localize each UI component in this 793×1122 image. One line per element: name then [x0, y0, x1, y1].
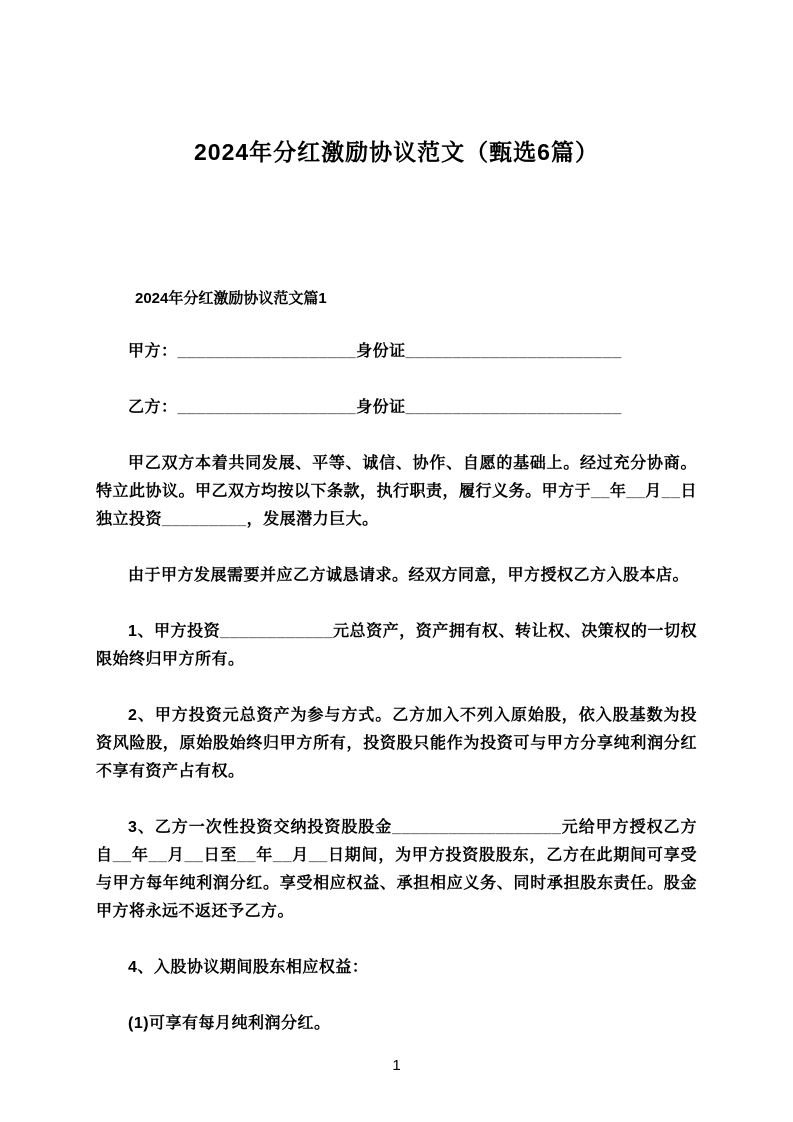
paragraph-clause-4-item-1: (1)可享有每月纯利润分红。 — [128, 1015, 331, 1032]
page-number: 1 — [392, 1057, 401, 1074]
paragraph-clause-2: 2、甲方投资元总资产为参与方式。乙方加入不列入原始股，依入股基数为投资风险股，原始股始终归甲方所有，投资股只能作为投资可与甲方分享纯利润分红不享有资产占有权。 — [96, 707, 697, 780]
paragraph-clause-1: 1、甲方投资____________元总资产，资产拥有权、转让权、决策权的一切权限始终归甲方所有。 — [96, 623, 697, 668]
section-heading: 2024年分红激励协议范文篇1 — [135, 290, 327, 307]
document-title: 2024年分红激励协议范文（甄选6篇） — [194, 139, 599, 165]
paragraph-party-b: 乙方：___________________身份证_______________________ — [128, 399, 622, 416]
paragraph-preamble: 甲乙双方本着共同发展、平等、诚信、协作、自愿的基础上。经过充分协商。特立此协议。甲乙双方均按以下条款，执行职责，履行义务。甲方于__年__月__日独立投资_________，发展潜力巨大。 — [96, 455, 697, 528]
paragraph-clause-3: 3、乙方一次性投资交纳投资股股金__________________元给甲方授权乙方自__年__月__日至__年__月__日期间，为甲方投资股股东，乙方在此期间可享受与甲方每年纯利润分红。享受相应权益、承担相应义务、同时承担股东责任。股金甲方将永远不返还予乙方。 — [96, 819, 697, 920]
paragraph-party-a: 甲方：___________________身份证_______________________ — [128, 343, 622, 360]
paragraph-authorization: 由于甲方发展需要并应乙方诚恳请求。经双方同意，甲方授权乙方入股本店。 — [128, 567, 690, 584]
paragraph-clause-4: 4、入股协议期间股东相应权益： — [128, 959, 369, 976]
document-body — [96, 338, 697, 1038]
